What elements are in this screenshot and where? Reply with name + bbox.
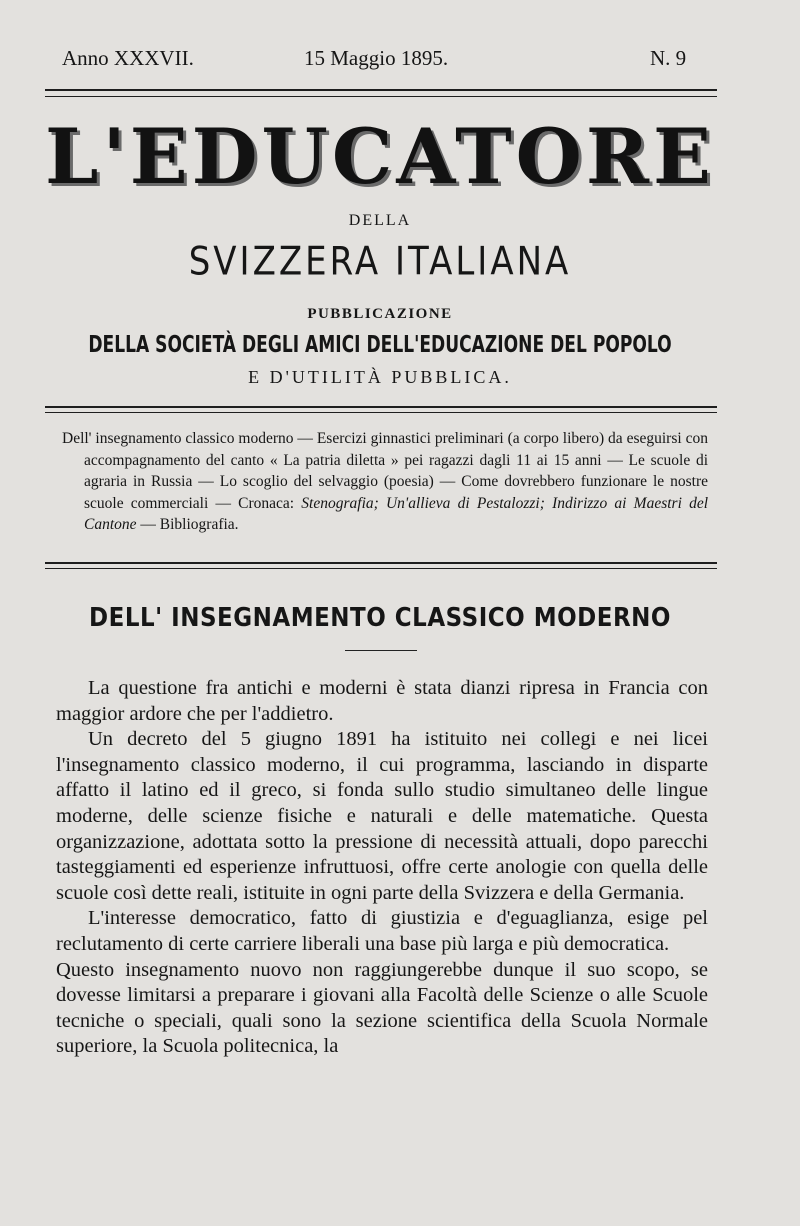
- summary-rule-bottom: [45, 562, 717, 564]
- summary-italic: Stenografia; Un'allieva di Pestalozzi; Indirizzo ai Maestri del Cantone: [84, 494, 709, 533]
- masthead-utilita: E D'UTILITÀ PUBBLICA.: [248, 367, 512, 387]
- title-underline: [345, 650, 417, 651]
- article-paragraph-3: L'interesse democratico, fatto di giustizia e d'eguaglianza, esige pel reclutamento di certe carriere liberali una base più larga e più democratica.: [56, 907, 708, 955]
- summary-rule-top: [45, 406, 717, 408]
- issue-number: N. 9: [650, 46, 687, 70]
- issue-year: Anno XXXVII.: [62, 46, 194, 70]
- header-rule-top: [45, 89, 717, 91]
- masthead-pubblicazione: PUBBLICAZIONE: [307, 306, 453, 322]
- summary-rule-top-thin: [45, 412, 717, 413]
- masthead-title: L'EDUCATORE: [45, 112, 715, 201]
- summary-text: Dell' insegnamento classico moderno — Esercizi ginnastici preliminari (a corpo libero) da eseguirsi con accompagnamento del canto « La patria diletta » pei ragazzi dagli 11 ai 15 anni — Le scuole di agraria in Russia — Lo scoglio del selvaggio (poesia) — Come dovrebbero funzionare le nostre scuole commerciali — Cronaca:: [62, 430, 708, 512]
- header-rule-bottom: [45, 96, 717, 97]
- article-paragraph-1: La questione fra antichi e moderni è stata dianzi ripresa in Francia con maggior ardore che per l'addietro.: [56, 677, 708, 725]
- masthead-societa: DELLA SOCIETÀ DEGLI AMICI DELL'EDUCAZIONE DEL POPOLO: [88, 331, 672, 359]
- summary-rule-bottom-thin: [45, 568, 717, 569]
- issue-date: 15 Maggio 1895.: [304, 46, 449, 70]
- masthead-subtitle: SVIZZERA ITALIANA: [188, 239, 572, 285]
- article-body: [56, 676, 708, 1060]
- article-paragraph-2: Un decreto del 5 giugno 1891 ha istituito nei collegi e nei licei l'insegnamento classico moderno, il cui programma, lasciando in disparte affatto il latino ed il greco, si fonda sullo studio simultaneo delle lingue moderne, delle scienze fisiche e naturali e delle matematiche. Questa organizzazione, adottata sotto la pressione di necessità attuali, dopo parecchi tasteggiamenti ed esperienze infruttuosi, offre certe anologie con quella delle scuole così dette reali, istituite in ogni parte della Svizzera e della Germania.: [56, 728, 708, 904]
- table-of-contents: [62, 428, 708, 536]
- masthead-della: DELLA: [348, 212, 412, 229]
- summary-tail: — Bibliografia.: [136, 516, 239, 533]
- article-paragraph-4: Questo insegnamento nuovo non raggiungerebbe dunque il suo scopo, se dovesse limitarsi a preparare i giovani alla Facoltà delle Scienze o alle Scuole tecniche o speciali, quali sono la sezione scientifica della Scuola Normale superiore, la Scuola politecnica, la: [56, 958, 708, 1058]
- article-title: DELL' INSEGNAMENTO CLASSICO MODERNO: [89, 603, 671, 633]
